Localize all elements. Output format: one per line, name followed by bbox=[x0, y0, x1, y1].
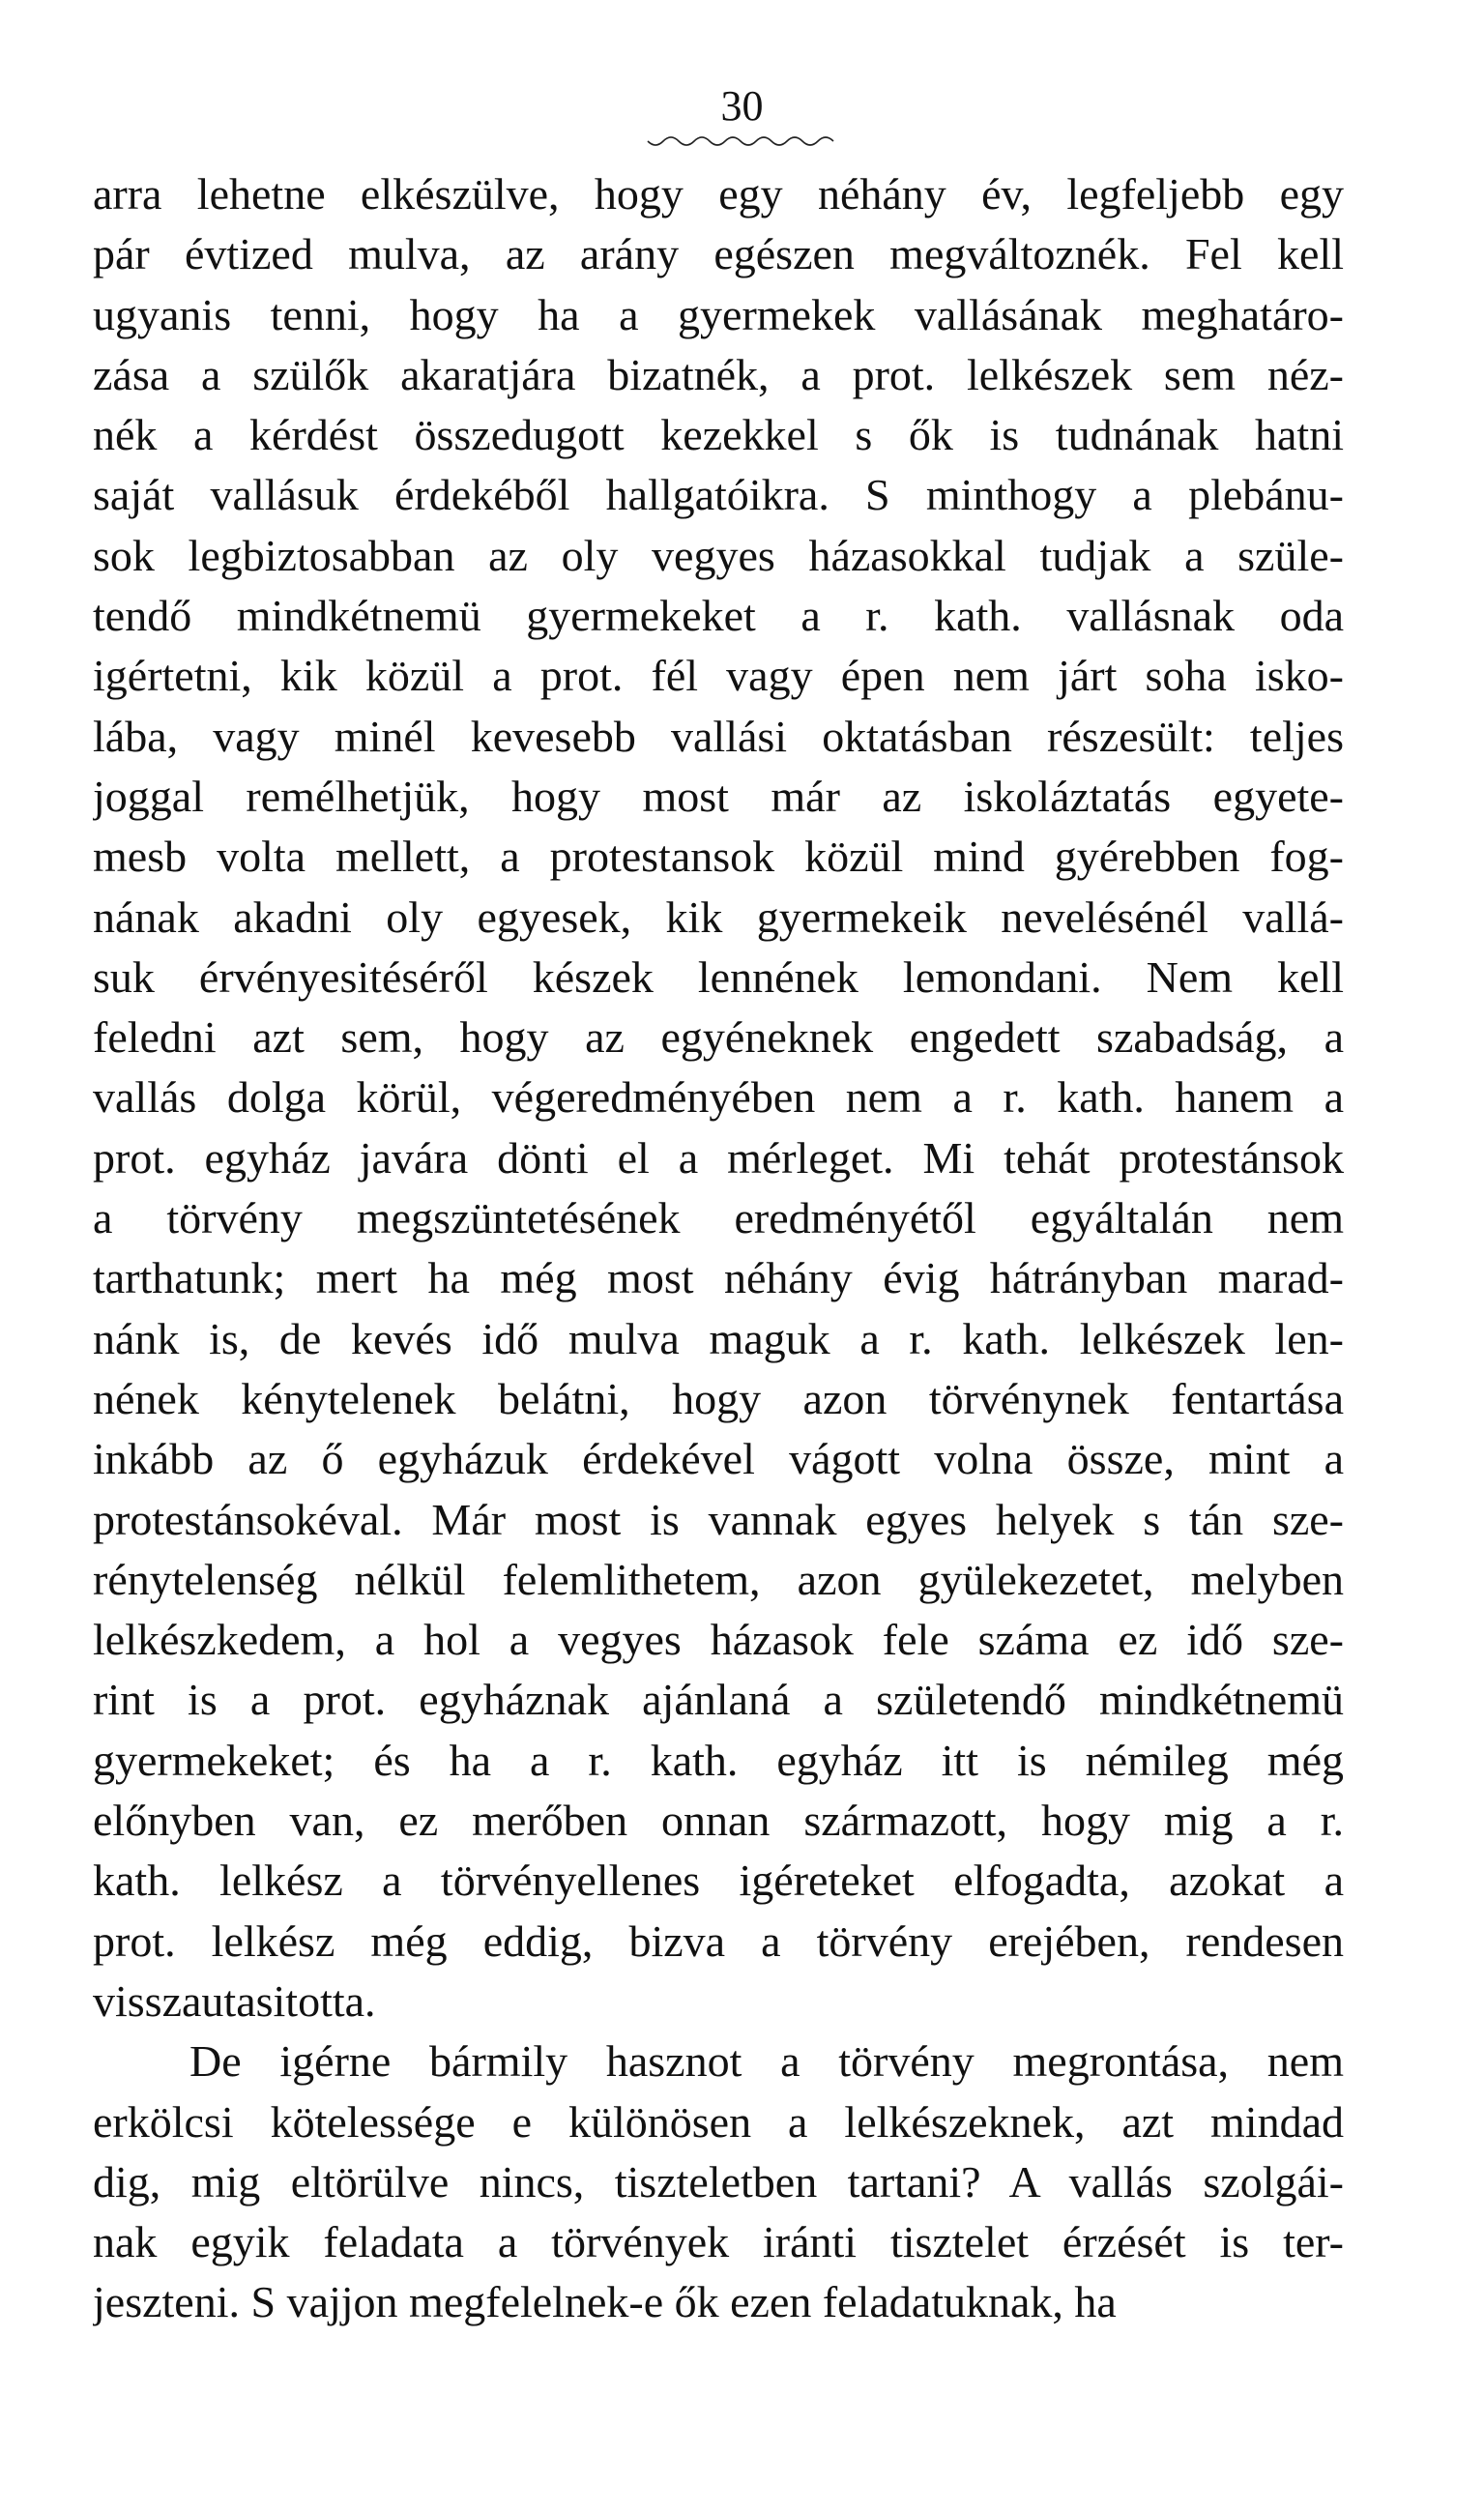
text-line: ugyanis tenni, hogy ha a gyermekek vallásának meghatáro- bbox=[93, 289, 1344, 339]
page-number: 30 bbox=[720, 82, 764, 130]
text-line: lelkészkedem, a hol a vegyes házasok fele száma ez idő sze- bbox=[93, 1615, 1344, 1665]
text-line: kath. lelkész a törvényellenes igéreteket elfogadta, azokat a bbox=[93, 1856, 1344, 1906]
text-line: protestánsokéval. Már most is vannak egyes helyek s tán sze- bbox=[93, 1494, 1344, 1544]
text-line: joggal remélhetjük, hogy most már az iskoláztatás egyete- bbox=[93, 771, 1344, 821]
text-line: nék a kérdést összedugott kezekkel s ők is tudnának hatni bbox=[93, 410, 1344, 460]
text-line: vallás dolga körül, végeredményében nem a r. kath. hanem a bbox=[93, 1072, 1344, 1123]
text-line: lába, vagy minél kevesebb vallási oktatásban részesült: teljes bbox=[93, 711, 1344, 761]
text-line: rint is a prot. egyháznak ajánlaná a születendő mindkétnemü bbox=[93, 1675, 1344, 1725]
text-body bbox=[93, 164, 1344, 2333]
text-line: nének kénytelenek belátni, hogy azon törvénynek fentartása bbox=[93, 1373, 1344, 1423]
text-line: suk érvényesitéséről készek lennének lemondani. Nem kell bbox=[93, 951, 1344, 1002]
text-line: inkább az ő egyházuk érdekével vágott volna össze, mint a bbox=[93, 1434, 1344, 1484]
text-line: rénytelenség nélkül felemlithetem, azon gyülekezetet, melyben bbox=[93, 1554, 1344, 1604]
text-line: a törvény megszüntetésének eredményétől egyáltalán nem bbox=[93, 1193, 1344, 1243]
text-line: előnyben van, ez merőben onnan származott, hogy mig a r. bbox=[93, 1796, 1344, 1846]
text-line: dig, mig eltörülve nincs, tiszteletben tartani? A vallás szolgái- bbox=[93, 2156, 1344, 2207]
text-line: erkölcsi kötelessége e különösen a lelkészeknek, azt mindad bbox=[93, 2096, 1344, 2147]
text-line: saját vallásuk érdekéből hallgatóikra. S minthogy a plebánu- bbox=[93, 470, 1344, 520]
text-line: mesb volta mellett, a protestansok közül mind gyérebben fog- bbox=[93, 832, 1344, 882]
text-line: tarthatunk; mert ha még most néhány évig hátrányban marad- bbox=[93, 1253, 1344, 1303]
text-line: igértetni, kik közül a prot. fél vagy épen nem járt soha isko- bbox=[93, 651, 1344, 701]
text-line: tendő mindkétnemü gyermekeket a r. kath. vallásnak oda bbox=[93, 591, 1344, 641]
ornament-wave-icon bbox=[646, 135, 839, 155]
text-line: gyermekeket; és ha a r. kath. egyház itt is némileg még bbox=[93, 1735, 1344, 1785]
text-line: De igérne bármily hasznot a törvény megrontása, nem bbox=[189, 2036, 1344, 2087]
text-line: nának akadni oly egyesek, kik gyermekeik nevelésénél vallá- bbox=[93, 892, 1344, 942]
text-line: prot. egyház javára dönti el a mérleget. Mi tehát protestánsok bbox=[93, 1132, 1344, 1183]
text-line: prot. lelkész még eddig, bizva a törvény erejében, rendesen bbox=[93, 1915, 1344, 1966]
text-line: zása a szülők akaratjára bizatnék, a prot. lelkészek sem néz- bbox=[93, 349, 1344, 399]
text-line: feledni azt sem, hogy az egyéneknek engedett szabadság, a bbox=[93, 1012, 1344, 1063]
text-line: nánk is, de kevés idő mulva maguk a r. kath. lelkészek len- bbox=[93, 1313, 1344, 1363]
ornament-rule bbox=[0, 135, 1484, 155]
text-line: visszautasitotta. bbox=[93, 1975, 376, 2026]
text-line: sok legbiztosabban az oly vegyes házasokkal tudjak a szüle- bbox=[93, 530, 1344, 580]
text-line: arra lehetne elkészülve, hogy egy néhány év, legfeljebb egy bbox=[93, 169, 1344, 219]
text-line: jeszteni. S vajjon megfelelnek-e ők ezen feladatuknak, ha bbox=[93, 2277, 1117, 2327]
text-line: nak egyik feladata a törvények iránti tisztelet érzését is ter- bbox=[93, 2217, 1344, 2267]
text-line: pár évtized mulva, az arány egészen megváltoznék. Fel kell bbox=[93, 229, 1344, 279]
